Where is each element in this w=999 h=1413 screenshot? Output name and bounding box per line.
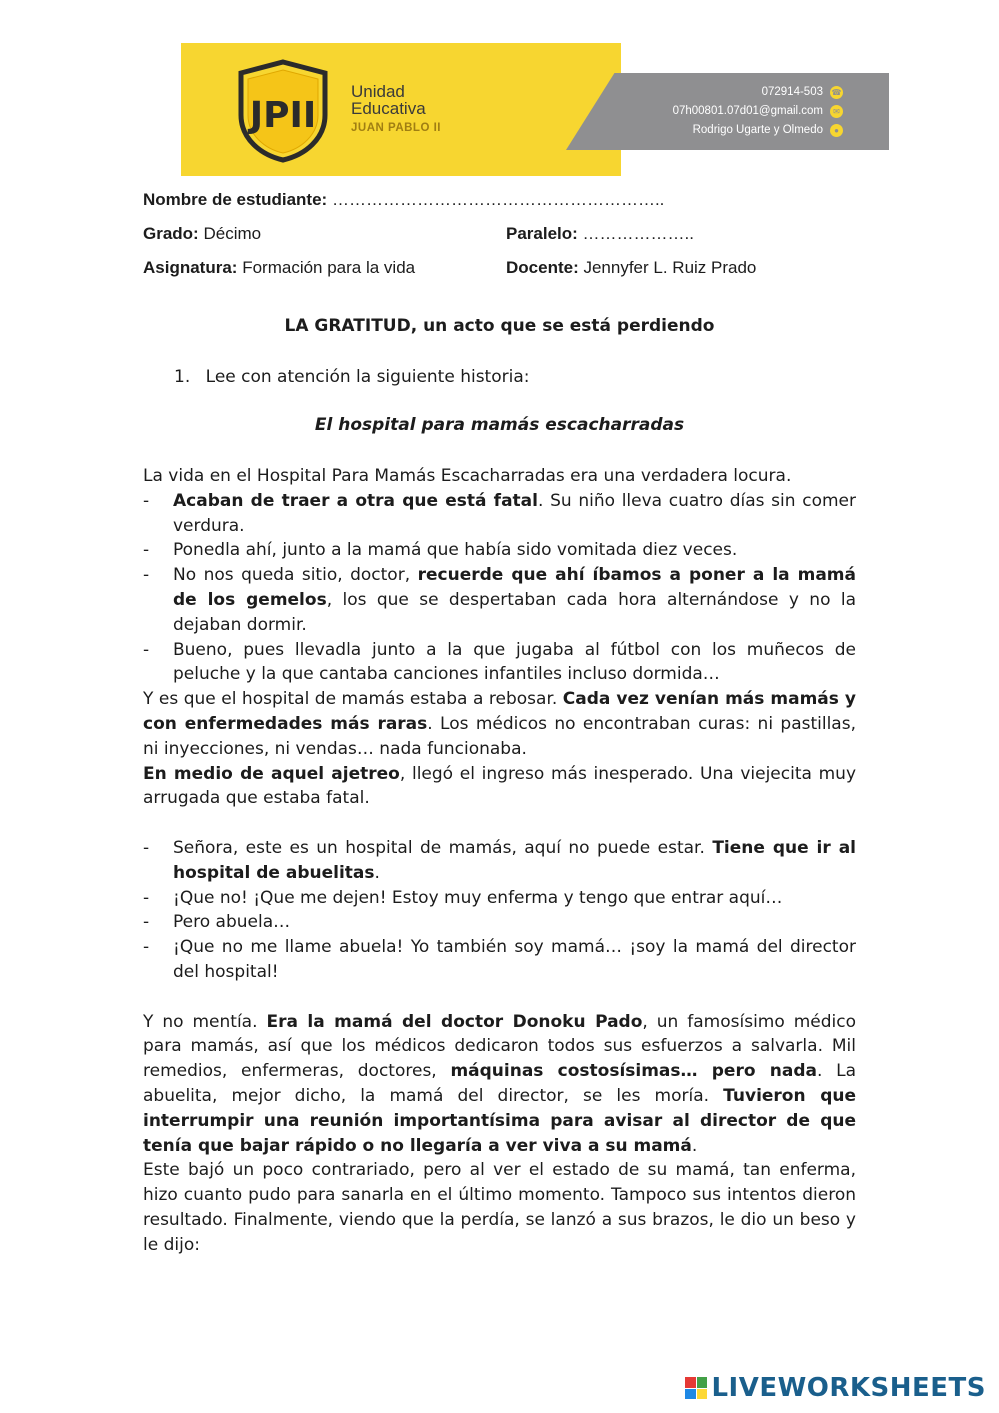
dialogue-5-start: Señora, este es un hospital de mamás, aquí no puede estar.	[173, 837, 713, 858]
dialogue-dash: -	[143, 639, 150, 660]
paragraph-4-b: , un famosísimo médico para mamás, así que los médicos dedicaron todos sus esfuerzos a salvarla. Mil remedios, enfermeras, doctores,	[143, 1011, 856, 1082]
story-paragraph-5: Este bajó un poco contrariado, pero al ver el estado de su mamá, tan enferma, hizo cuanto pudo para sanarla en el último momento. Tampoco sus intentos dieron resultado. Finalmente, viendo que la perdía, se lanzó a sus brazos, le dio un beso y le dijo:	[143, 1160, 856, 1255]
teacher-field	[506, 258, 756, 278]
story-paragraph-4	[143, 1010, 856, 1159]
liveworksheets-brand[interactable]	[685, 1374, 986, 1402]
school-header-banner	[181, 43, 889, 176]
contact-email: 07h00801.07d01@gmail.com	[672, 105, 823, 117]
instruction	[174, 367, 529, 387]
paragraph-4-d: .	[691, 1135, 698, 1156]
dialogue-dash: -	[143, 912, 150, 933]
paragraph-4-bold-3: Tuvieron que interrumpir una reunión importantísima para avisar al director de que tenía que bajar rápido o no llegaría a ver viva a su mamá	[143, 1085, 856, 1156]
dialogue-dash: -	[143, 887, 150, 908]
grade-value: Décimo	[203, 224, 262, 243]
school-name	[351, 83, 441, 137]
contact-address-row	[673, 121, 839, 140]
contact-address: Rodrigo Ugarte y Olmedo	[692, 124, 823, 136]
location-icon: ●	[830, 124, 843, 137]
school-name-line1: Unidad	[351, 82, 405, 101]
subject-value: Formación para la vida	[242, 258, 416, 277]
dialogue-3-bold: recuerde que ahí íbamos a poner a la mamá de los gemelos	[173, 565, 856, 610]
phone-icon: ☎	[831, 88, 842, 97]
grade-field	[143, 224, 261, 244]
section-field	[506, 224, 694, 244]
paragraph-2-bold: Cada vez venían más mamás y con enfermedades más raras	[143, 689, 856, 734]
dialogue-dash: -	[143, 837, 150, 858]
dialogue-dash: -	[143, 565, 150, 586]
dialogue-line-2	[143, 538, 856, 563]
dialogue-3-end: , los que se despertaban cada hora alternándose y no la dejaban dormir.	[173, 589, 856, 635]
school-name-line3: JUAN PABLO II	[351, 122, 441, 134]
teacher-label: Docente:	[506, 258, 579, 277]
dialogue-1-rest: . Su niño lleva cuatro días sin comer verdura.	[173, 490, 856, 536]
paragraph-spacer	[143, 985, 856, 1010]
paragraph-3-bold: En medio de aquel ajetreo	[143, 763, 400, 784]
dialogue-line-7	[143, 910, 856, 935]
paragraph-4-bold-2: máquinas costosísimas… pero nada	[450, 1061, 817, 1082]
logo-monogram: JPII	[249, 95, 317, 136]
dialogue-3-start: No nos queda sitio, doctor,	[173, 565, 418, 586]
dialogue-dash: -	[143, 540, 150, 561]
story-paragraph-2	[143, 687, 856, 761]
subject-label: Asignatura:	[143, 258, 238, 277]
teacher-value: Jennyfer L. Ruiz Prado	[583, 258, 757, 277]
dialogue-2-text: Ponedla ahí, junto a la mamá que había sido vomitada diez veces.	[173, 540, 738, 561]
subject-field	[143, 258, 415, 278]
mail-icon: ✉	[830, 105, 843, 118]
dialogue-line-3	[143, 563, 856, 637]
dialogue-5-bold: Tiene que ir al hospital de abuelitas	[173, 837, 856, 883]
student-name-blank[interactable]: …………………………………………………..	[331, 190, 665, 209]
dialogue-5-end: .	[374, 862, 380, 883]
dialogue-6-text: ¡Que no! ¡Que me dejen! Estoy muy enferma y tengo que entrar aquí…	[173, 887, 783, 908]
story-paragraph-1: La vida en el Hospital Para Mamás Escacharradas era una verdadera locura.	[143, 466, 792, 486]
dialogue-dash: -	[143, 937, 150, 958]
dialogue-line-5	[143, 836, 856, 886]
student-name-label: Nombre de estudiante:	[143, 190, 328, 209]
paragraph-spacer	[143, 811, 856, 836]
dialogue-8-text: ¡Que no me llame abuela! Yo también soy mamá… ¡soy la mamá del director del hospital!	[173, 937, 856, 982]
paragraph-4-a: Y no mentía.	[143, 1011, 267, 1032]
page-title: LA GRATITUD, un acto que se está perdiendo	[284, 316, 715, 336]
dialogue-dash: -	[143, 490, 150, 511]
paragraph-2-start: Y es que el hospital de mamás estaba a rebosar.	[143, 689, 563, 710]
instruction-number: 1.	[174, 367, 191, 387]
dialogue-line-4	[143, 638, 856, 688]
contact-email-row	[672, 102, 840, 121]
paragraph-3-rest: , llegó el ingreso más inesperado. Una viejecita muy arrugada que estaba fatal.	[143, 763, 856, 809]
section-label: Paralelo:	[506, 224, 578, 243]
school-logo-shield-icon	[235, 59, 331, 163]
dialogue-4-text: Bueno, pues llevadla junto a la que jugaba al fútbol con los muñecos de peluche y la que cantaba canciones infantiles incluso dormida…	[173, 639, 856, 685]
story-body	[143, 464, 856, 1258]
contact-phone-row	[673, 83, 842, 102]
school-name-line2: Educativa	[351, 99, 426, 118]
story-paragraph-3	[143, 762, 856, 812]
contact-phone: 072914-503	[761, 86, 823, 98]
student-name-field	[143, 190, 664, 210]
dialogue-line-1	[143, 489, 856, 539]
dialogue-7-text: Pero abuela…	[173, 912, 291, 933]
dialogue-line-8	[143, 935, 856, 985]
liveworksheets-wordmark: LIVEWORKSHEETS	[711, 1373, 986, 1403]
grade-label: Grado:	[143, 224, 199, 243]
school-contact	[672, 83, 842, 140]
paragraph-2-end: . Los médicos no encontraban curas: ni pastillas, ni inyecciones, ni vendas… nada funcionaba.	[143, 713, 856, 759]
paragraph-4-bold-1: Era la mamá del doctor Donoku Pado	[266, 1011, 643, 1032]
instruction-text: Lee con atención la siguiente historia:	[205, 367, 530, 387]
dialogue-1-bold: Acaban de traer a otra que está fatal	[173, 490, 538, 511]
paragraph-4-c: . La abuelita, mejor dicho, la mamá del director, se les moría.	[143, 1061, 856, 1106]
dialogue-line-6	[143, 886, 856, 911]
story-title: El hospital para mamás escacharradas	[314, 415, 685, 435]
section-blank[interactable]: ………………..	[582, 224, 694, 243]
liveworksheets-logo-icon	[685, 1377, 707, 1399]
